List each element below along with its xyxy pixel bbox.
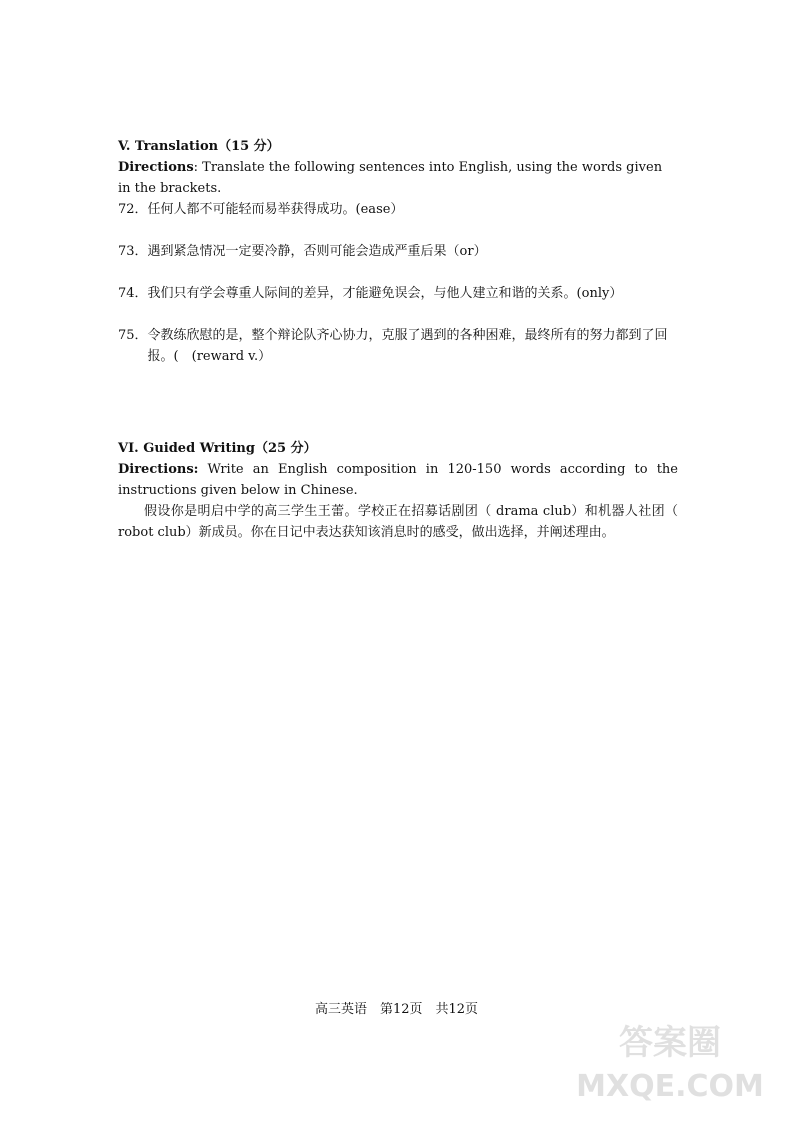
question-number: 75． — [118, 328, 148, 343]
page-content — [118, 136, 678, 543]
section-title-writing: VI. Guided Writing（25 分） — [118, 441, 317, 456]
directions-text: : Translate the following sentences into English, using the words given in the brackets. — [118, 160, 663, 196]
writing-prompt: 假设你是明启中学的高三学生王蕾。学校正在招募话剧团（ drama club）和机器人社团（ robot club）新成员。你在日记中表达获知该消息时的感受，做出选择，并阐述理由。 — [118, 504, 678, 540]
question-number: 74． — [118, 286, 148, 301]
question-75 — [118, 325, 678, 367]
question-text: 任何人都不可能轻而易举获得成功。(ease） — [147, 202, 404, 217]
watermark-line2: MXQE.COM — [576, 1069, 764, 1104]
writing-directions — [118, 459, 678, 501]
question-text: 令教练欣慰的是，整个辩论队齐心协力，克服了遇到的各种困难，最终所有的努力都到了回报。( (reward v.） — [147, 328, 668, 364]
question-73 — [118, 241, 678, 262]
question-74 — [118, 283, 678, 304]
directions-label: Directions: — [118, 462, 199, 477]
question-number: 72． — [118, 202, 148, 217]
directions-label: Directions — [118, 160, 194, 175]
watermark-logo — [575, 1014, 765, 1104]
page-footer: 高三英语 第12页 共12页 — [314, 1002, 479, 1017]
question-text: 遇到紧急情况一定要冷静，否则可能会造成严重后果（or） — [147, 244, 487, 259]
question-text: 我们只有学会尊重人际间的差异，才能避免误会，与他人建立和谐的关系。(only） — [147, 286, 623, 301]
question-72 — [118, 199, 678, 220]
translation-directions — [118, 157, 678, 199]
section-title-translation: V. Translation（15 分） — [118, 139, 280, 154]
watermark-line1: 答案圈 — [619, 1023, 721, 1063]
directions-text: Write an English composition in 120-150 words according to the instructions given below in Chinese. — [118, 462, 678, 498]
question-number: 73． — [118, 244, 148, 259]
